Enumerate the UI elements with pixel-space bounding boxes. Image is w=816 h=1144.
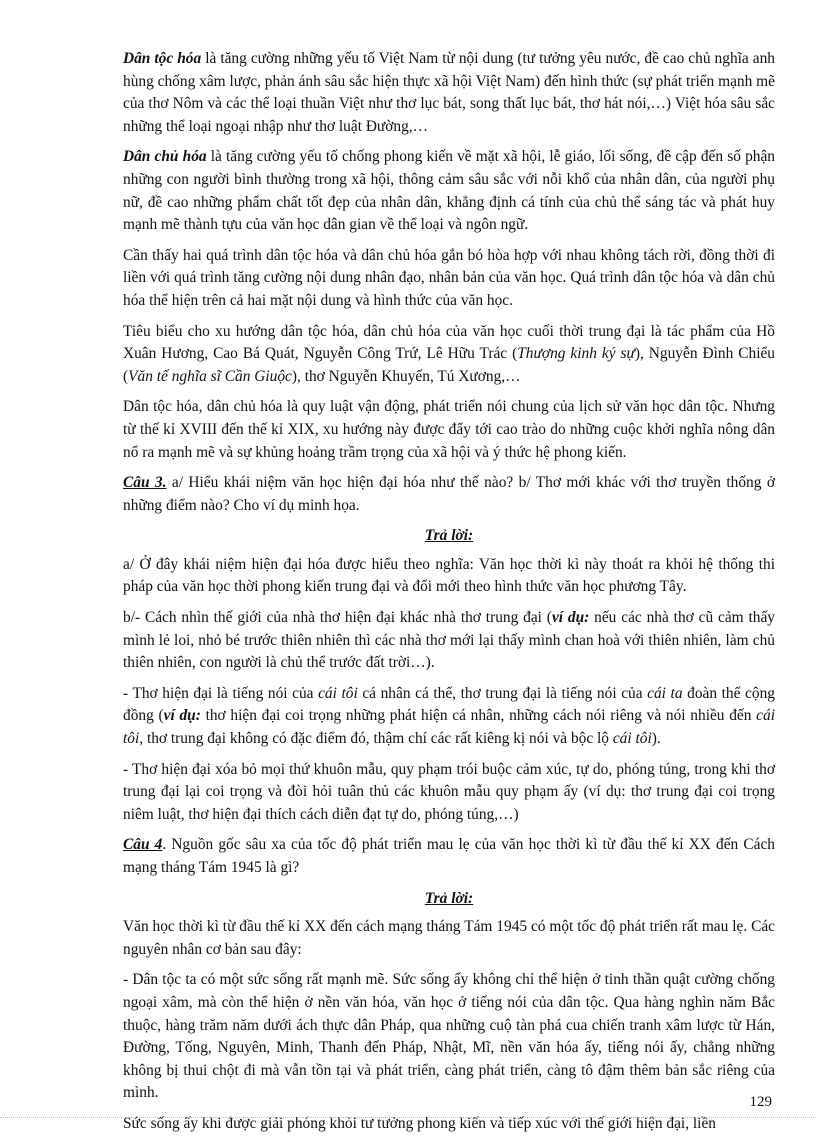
answer-4-reason: - Dân tộc ta có một sức sống rất mạnh mẽ. Sức sống ấy không chỉ thể hiện ở tinh thần quật cường chống ngoại xâm, mà còn thể hiện ở nền văn hóa, văn học ở tiếng nói của dân tộc. Qua hàng nghìn năm Bắc thuộc, hàng trăm năm dưới ách thực dân Pháp, qua những cuộ tàn phá cua chiến tranh xâm lược từ Hán, Đường, Tống, Nguyên, Minh, Thanh đến Pháp, Nhật, Mĩ, nền văn hóa ấy, tiếng nói ấy, chẳng những không bị thui chột đi mà vẫn tồn tại và phát triển, càng phát triển, càng tô đậm thêm bản sắc riêng của mình.	[123, 971, 775, 1102]
footer-divider	[0, 1117, 816, 1118]
answer-3d: - Thơ hiện đại xóa bỏ mọi thứ khuôn mẫu, quy phạm trói buộc cảm xúc, tự do, phóng túng, trong khi thơ trung đại lại coi trọng và đòi hỏi tuân thủ các khuôn mẫu quy phạm ấy (ví dụ: thơ trung đại coi trọng niêm luật, thơ hiện đại thích cách diễn đạt tự do, phóng túng,…)	[123, 760, 775, 823]
answer-4-intro: Văn học thời kì từ đầu thế kỉ XX đến cách mạng tháng Tám 1945 có một tốc độ phát triển rất mau lẹ. Các nguyên nhân cơ bản sau đây:	[123, 918, 775, 958]
emphasis: cái tôi	[612, 730, 652, 748]
text-run: thơ hiện đại coi trọng những phát hiện cá nhân, những cách nói riêng và nói nhiều đến	[200, 707, 757, 725]
term-dan-chu-hoa: Dân chủ hóa	[123, 148, 207, 166]
text-run: cá nhân cá thể, thơ trung đại là tiếng nói của	[357, 684, 648, 702]
answer-heading-text: Trả lời:	[424, 527, 474, 545]
text-run: Tiêu biểu cho xu hướng dân tộc hóa, dân chủ hóa của văn học cuối thời trung đại là tác phẩm của Hồ Xuân Hương, Cao Bá Quát, Nguyễn Công Trứ, Lê Hữu Trác (	[123, 322, 775, 363]
question-4	[123, 834, 775, 879]
answer-3c	[123, 683, 775, 751]
emphasis: cái ta	[647, 684, 683, 702]
paragraph-gan-bo: Cần thấy hai quá trình dân tộc hóa và dân chủ hóa gắn bó hòa hợp với nhau không tách rời, đồng thời đi liền với quá trình tăng cường nội dung nhân đạo, nhân bản của văn học. Quá trình dân tộc hóa và dân chủ hóa thể hiện trên cả hai mặt nội dung và hình thức của văn học.	[123, 246, 775, 309]
question-3	[123, 472, 775, 517]
paragraph-dan-chu-hoa	[123, 146, 775, 236]
answer-heading	[123, 888, 775, 911]
work-title: Văn tế nghĩa sĩ Cần Giuộc	[128, 367, 292, 385]
paragraph-text: là tăng cường những yếu tố Việt Nam từ nội dung (tư tưởng yêu nước, đề cao chủ nghĩa anh hùng chống xâm lược, phản ánh sâu sắc hiện thực xã hội Việt Nam) đến hình thức (sự phát triển mạnh mẽ của thơ Nôm và các thể loại thuần Việt như thơ lục bát, song thất lục bát, thơ hát nói,…) Việt hóa sâu sắc những thể loại ngoại nhập như thơ luật Đường,…	[123, 50, 775, 135]
paragraph-quy-luat: Dân tộc hóa, dân chủ hóa là quy luật vận động, phát triển nói chung của lịch sử văn học dân tộc. Nhưng từ thế kỉ XVIII đến thế kỉ XIX, xu hướng này được đẩy tới cao trào do những cuộc khởi nghĩa nông dân nổ ra mạnh mẽ và sự khủng hoảng trầm trọng của xã hội và ý thức hệ phong kiến.	[123, 398, 775, 461]
text-run: ), Nguyễn Đình Chiểu (	[123, 345, 775, 385]
question-3-label: Câu 3.	[123, 474, 167, 492]
document-page	[123, 48, 775, 1144]
text-run: nếu các nhà thơ cũ cảm thấy mình lẻ loi, nhỏ bé trước thiên nhiên thì các nhà thơ mới lại thấy mình chan hoà với thiên nhiên, làm chủ thiên nhiên, con người là chủ thể trước đất trời…).	[123, 609, 776, 672]
paragraph-text: là tăng cường yếu tố chống phong kiến về mặt xã hội, lễ giáo, lối sống, đề cập đến số phận những con người bình thường trong xã hội, thông cảm sâu sắc với nỗi khổ của nhân dân, của người phụ nữ, đề cao những phẩm chất tốt đẹp của nhân dân, khẳng định cá tính của chủ thể sáng tác và phát huy mạnh mẽ thành tựu của văn học dân gian về thể loại và ngôn ngữ.	[123, 148, 775, 234]
question-4-text: . Nguồn gốc sâu xa của tốc độ phát triển mau lẹ của văn học thời kì từ đầu thế kỉ XX đến Cách mạng tháng Tám 1945 là gì?	[123, 836, 775, 876]
answer-3a: a/ Ở đây khái niệm hiện đại hóa được hiểu theo nghĩa: Văn học thời kì này thoát ra khỏi hệ thống thi pháp của văn học thời phong kiến trung đại và đổi mới theo hình thức văn học phương Tây.	[123, 555, 775, 596]
question-4-label: Câu 4	[123, 836, 163, 854]
emphasis: cái tôi	[123, 707, 775, 748]
example-label: ví dụ:	[551, 609, 590, 627]
text-run: ), thơ Nguyễn Khuyến, Tú Xương,…	[291, 367, 521, 385]
text-run: ).	[651, 730, 661, 748]
paragraph-tieu-bieu	[123, 321, 775, 389]
work-title: Thượng kinh ký sự	[517, 345, 635, 363]
answer-heading-text: Trả lời:	[424, 889, 474, 907]
answer-3b	[123, 607, 775, 675]
example-label: ví dụ:	[163, 707, 201, 725]
term-dan-toc-hoa: Dân tộc hóa	[123, 50, 202, 67]
text-run: đoàn thể cộng đồng (	[123, 684, 775, 725]
text-run: , thơ trung đại không có đặc điểm đó, thậm chí các rất kiêng kị nói và bộc lộ	[139, 730, 613, 748]
emphasis: cái tôi	[318, 684, 358, 702]
text-run: - Thơ hiện đại là tiếng nói của	[123, 684, 319, 702]
answer-heading	[123, 525, 775, 548]
question-3-text: a/ Hiểu khái niệm văn học hiện đại hóa như thế nào? b/ Thơ mới khác với thơ truyền thống ở những điểm nào? Cho ví dụ minh họa.	[123, 474, 775, 514]
paragraph-dan-toc-hoa	[123, 48, 775, 138]
answer-4-continued: Sức sống ấy khi được giải phóng khỏi tư tưởng phong kiến và tiếp xúc với thế giới hiện đại, liền	[123, 1114, 716, 1132]
page-number: 129	[749, 1094, 772, 1110]
text-run: b/- Cách nhìn thế giới của nhà thơ hiện đại khác nhà thơ trung đại (	[123, 609, 552, 627]
